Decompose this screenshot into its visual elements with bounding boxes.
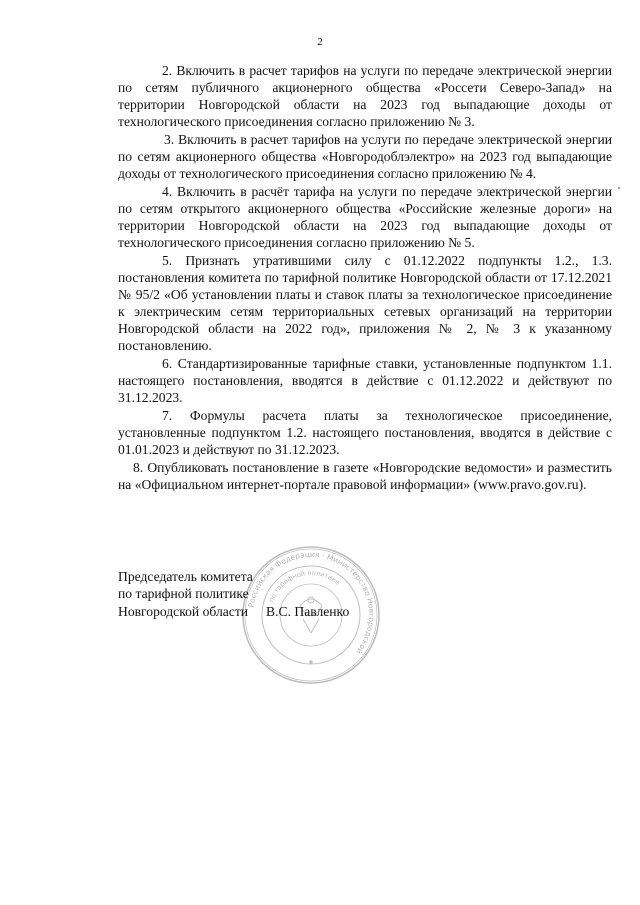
document-body [118,62,612,494]
paragraph-8: 8. Опубликовать постановление в газете «Новгородские ведомости» и разместить на «Официальном интернет-портале правовой информации» (www.pravo.gov.ru). [118,459,612,492]
seal-inner-text: по тарифной политике [267,568,342,604]
paragraph-7: 7. Формулы расчета платы за технологическое присоединение, установленные подпунктом 1.2. настоящего постановления, вводятся в действие с 01.01.2023 и действуют по 31.12.2023. [118,407,612,458]
signatory-title-line-2: по тарифной политике [118,586,249,602]
page-number: 2 [317,36,323,48]
signatory-title-region: Новгородской области [118,603,249,619]
signatory-name: В.С. Павленко [266,603,350,619]
signature-block [118,568,349,620]
signatory-title-line-1: Председатель комитета [118,569,253,584]
paragraph-6: 6. Стандартизированные тарифные ставки, установленные подпунктом 1.1. настоящего постановления, вводятся в действие с 01.12.2022 и действуют по 31.12.2023. [118,355,612,406]
paragraph-5: 5. Признать утратившими силу с 01.12.2022 подпункты 1.2., 1.3. постановления комитета по тарифной политике Новгородской области от 17.12.2021 № 95/2 «Об установлении платы и ставок платы за технологическое присоединение к электрическим сетям территориальных сетевых организаций на территории Новгородской области на 2022 год», приложения № 2, № 3 к указанному постановлению. [118,252,612,354]
paragraph-3: 3. Включить в расчет тарифов на услуги по передаче электрической энергии по сетям акционерного общества «Новгородоблэлектро» на 2023 год выпадающие доходы от технологического присоединения согласно приложению № 4. [118,131,612,182]
seal-outer-text: Российская Федерация · Министерство Новгородской [246,549,377,656]
scan-artifact-dot [618,187,620,189]
signatory-title-line-3 [118,603,349,620]
paragraph-4: 4. Включить в расчёт тарифа на услуги по передаче электрической энергии по сетям открытого акционерного общества «Российские железные дороги» на территории Новгородской области на 2023 год выпадающие доходы от технологического присоединения согласно приложению № 5. [118,183,612,251]
paragraph-2: 2. Включить в расчет тарифов на услуги по передаче электрической энергии по сетям публичного акционерного общества «Россети Северо-Запад» на территории Новгородской области на 2023 год выпадающие доходы от технологического присоединения согласно приложению № 3. [118,63,612,130]
